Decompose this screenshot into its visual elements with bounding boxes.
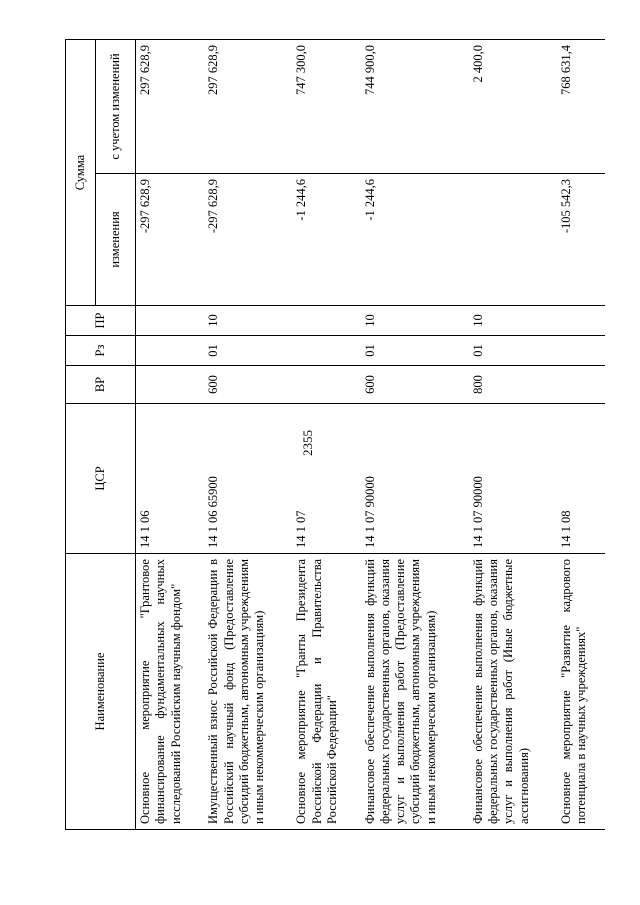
row-rz: 01	[204, 336, 292, 366]
row-rz: 01	[361, 336, 469, 366]
row-vr: 800	[469, 366, 557, 404]
row-pr: 10	[361, 306, 469, 336]
header-csr: ЦСР	[66, 404, 136, 554]
row-change: -297 628,9	[204, 174, 292, 306]
table-row	[469, 40, 557, 830]
row-change: -1 244,6	[292, 174, 360, 306]
row-csr: 14 1 07 90000	[361, 404, 469, 554]
row-rz: 01	[469, 336, 557, 366]
row-name: Финансовое обеспечение выполнения функций федеральных государственных органов, оказания услуг и выполнения работ (Предоставление субсидий бюджетным, автономным учреждениям и иным некоммерческим организациям)	[361, 554, 469, 830]
row-name: Финансовое обеспечение выполнения функций федеральных государственных органов, оказания услуг и выполнения работ (Иные бюджетные ассигнования)	[469, 554, 557, 830]
row-csr: 14 1 07	[292, 404, 360, 554]
row-name: Основное мероприятие "Гранты Президента Российской Федерации и Правительства Российской Федерации"	[292, 554, 360, 830]
row-pr	[136, 306, 205, 336]
budget-table	[65, 39, 605, 830]
row-vr	[557, 366, 605, 404]
row-vr	[136, 366, 205, 404]
row-pr	[557, 306, 605, 336]
header-sum: Сумма	[66, 40, 96, 306]
row-change: -105 542,3	[557, 174, 605, 306]
row-change	[469, 174, 557, 306]
row-name: Имущественный взнос Российской Федерации в Российский научный фонд (Предоставление субсидий бюджетным, автономным учреждениям и иным некоммерческим организациям)	[204, 554, 292, 830]
row-csr: 14 1 08	[557, 404, 605, 554]
row-with-change: 297 628,9	[204, 40, 292, 174]
row-csr: 14 1 06	[136, 404, 205, 554]
table-row	[136, 40, 205, 830]
row-csr: 14 1 06 65900	[204, 404, 292, 554]
row-pr: 10	[204, 306, 292, 336]
rotated-table-frame	[65, 40, 605, 830]
row-pr: 10	[469, 306, 557, 336]
header-name: Наименование	[66, 554, 136, 830]
row-name: Основное мероприятие "Развитие кадрового потенциала в научных учреждениях"	[557, 554, 605, 830]
table-row	[204, 40, 292, 830]
row-with-change: 768 631,4	[557, 40, 605, 174]
table-row	[292, 40, 360, 830]
row-vr	[292, 366, 360, 404]
row-rz	[136, 336, 205, 366]
header-change: изменения	[96, 174, 136, 306]
row-csr: 14 1 07 90000	[469, 404, 557, 554]
table-row	[557, 40, 605, 830]
page-number: 2355	[300, 430, 315, 456]
header-pr: ПР	[66, 306, 136, 336]
header-with-change: с учетом изменений	[96, 40, 136, 174]
row-rz	[292, 336, 360, 366]
table-row	[361, 40, 469, 830]
header-vr: ВР	[66, 366, 136, 404]
row-vr: 600	[204, 366, 292, 404]
header-rz: Рз	[66, 336, 136, 366]
row-change: -297 628,9	[136, 174, 205, 306]
row-pr	[292, 306, 360, 336]
row-name: Основное мероприятие "Грантовое финансирование фундаментальных научных исследований Российским научным фондом"	[136, 554, 205, 830]
row-change: -1 244,6	[361, 174, 469, 306]
row-with-change: 2 400,0	[469, 40, 557, 174]
row-with-change: 297 628,9	[136, 40, 205, 174]
row-vr: 600	[361, 366, 469, 404]
row-with-change: 744 900,0	[361, 40, 469, 174]
row-rz	[557, 336, 605, 366]
row-with-change: 747 300,0	[292, 40, 360, 174]
